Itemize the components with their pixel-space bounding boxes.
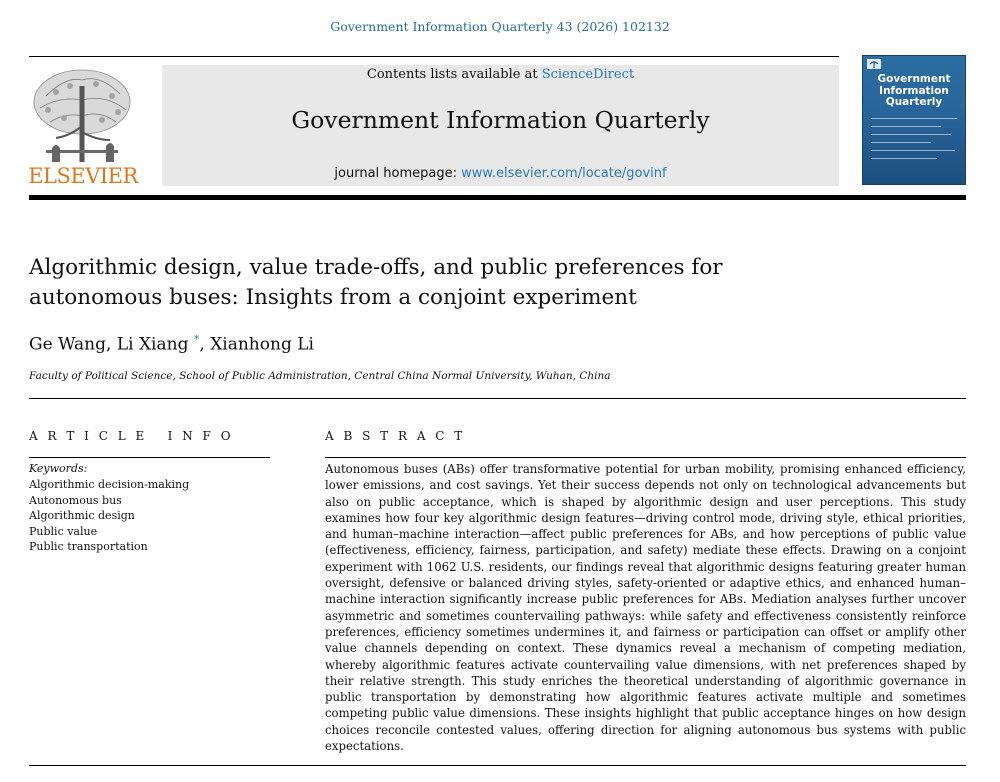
- keyword-item[interactable]: Algorithmic design: [29, 509, 135, 522]
- header-thick-rule: [29, 195, 966, 200]
- abstract-rule: [325, 457, 966, 458]
- abstract-text: Autonomous buses (ABs) offer transformative potential for urban mobility, promising enhanced efficiency, lower emissions, and cost savings. Yet their success depends not only on technological advancements but also on public acceptance, which is shaped by algorithmic design and user perceptions. This study examines how four key algorithmic design features—driving control mode, driving style, ethical priorities, and human–machine interaction—affect public preferences for ABs, and how perceptions of public value (effectiveness, efficiency, fairness, participation, and safety) mediate these effects. Drawing on a conjoint experiment with 1062 U.S. residents, our findings reveal that algorithmic designs featuring greater human oversight, defensive or balanced driving styles, safety-oriented or adaptive ethics, and enhanced human–machine interaction significantly increase public preferences for ABs. Mediation analyses further uncover asymmetric and sometimes countervailing pathways: while safety and effectiveness consistently reinforce preferences, efficiency sometimes undermines it, and fairness or participation can offset or amplify other value channels depending on context. These dynamics reveal a mechanism of competing mediation, whereby algorithmic features activate countervailing value dimensions, with net preferences shaped by their relative strength. This study enriches the theoretical understanding of algorithmic governance in public transportation by demonstrating how algorithmic features activate multiple and sometimes competing public value dimensions. These insights highlight that public acceptance hinges on how design choices reconcile contested values, offering direction for aligning autonomous bus systems with public expectations.: [325, 462, 966, 754]
- contents-prefix: Contents lists available at: [366, 67, 542, 82]
- cover-text-line: [871, 158, 937, 159]
- cover-title-line: Government: [877, 73, 951, 85]
- cover-text-line: [871, 126, 941, 127]
- section-divider: [29, 398, 966, 399]
- cover-text-line: [871, 150, 955, 151]
- sciencedirect-link[interactable]: ScienceDirect: [541, 67, 635, 82]
- article-info-rule: [29, 457, 270, 458]
- keywords-list: [29, 477, 189, 555]
- homepage-link[interactable]: www.elsevier.com/locate/govinf: [461, 166, 667, 181]
- keywords-label: Keywords:: [29, 462, 88, 475]
- homepage-prefix: journal homepage:: [334, 166, 462, 181]
- corresponding-author-marker[interactable]: *: [193, 333, 200, 346]
- author-affiliation: Faculty of Political Science, School of Public Administration, Central China Normal University, Wuhan, China: [29, 370, 611, 382]
- author-name[interactable]: Li Xiang: [116, 334, 189, 355]
- article-info-heading: A R T I C L E I N F O: [29, 429, 234, 443]
- contents-availability: [162, 67, 839, 82]
- keyword-item[interactable]: Public value: [29, 524, 98, 538]
- keyword-item[interactable]: Public transportation: [29, 540, 148, 553]
- journal-name: Government Information Quarterly: [291, 106, 710, 134]
- keyword-item[interactable]: Algorithmic decision-making: [29, 478, 190, 491]
- cover-elsevier-mark-icon: [867, 59, 881, 69]
- author-name[interactable]: Ge Wang: [29, 334, 107, 355]
- journal-cover-thumbnail[interactable]: [862, 55, 966, 185]
- keyword-item[interactable]: Autonomous bus: [29, 493, 122, 507]
- cover-text-line: [871, 142, 931, 143]
- author-list: Ge Wang, Li Xiang *, Xianhong Li: [29, 333, 314, 355]
- article-title: Algorithmic design, value trade-offs, and public preferences for autonomous buses: Insights from a conjoint experiment: [29, 255, 723, 310]
- journal-homepage: [162, 166, 839, 181]
- author-name[interactable]: Xianhong Li: [210, 334, 314, 355]
- elsevier-wordmark: ELSEVIER: [28, 164, 138, 188]
- header-top-rule: [29, 56, 839, 57]
- abstract-bottom-rule: [29, 765, 966, 766]
- cover-title: [863, 74, 965, 109]
- journal-citation[interactable]: Government Information Quarterly 43 (2026) 102132: [330, 19, 670, 34]
- cover-text-line: [871, 118, 957, 119]
- cover-title-line: Quarterly: [885, 96, 943, 108]
- abstract-heading: A B S T R A C T: [325, 429, 466, 443]
- cover-title-line: Information: [879, 84, 949, 97]
- cover-text-line: [871, 134, 951, 135]
